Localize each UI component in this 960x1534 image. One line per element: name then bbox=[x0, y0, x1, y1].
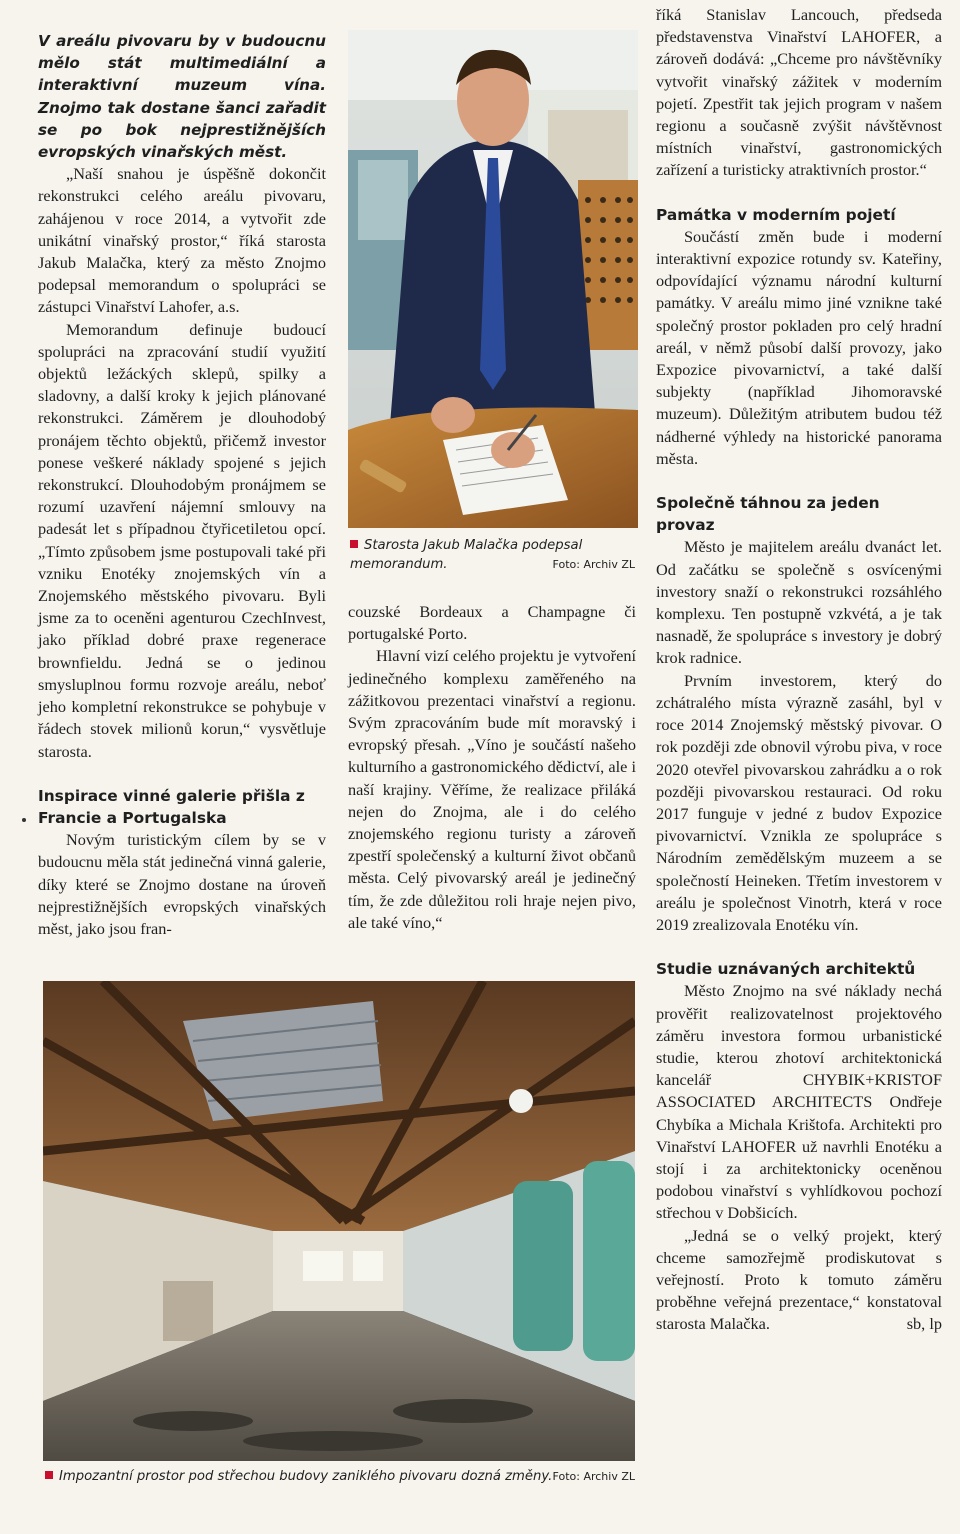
paragraph: Město Znojmo na své náklady nechá prověřit realizovatelnost projektového záměru investora formou urbanistické studie, kterou zhotoví architektonická kancelář CHYBIK+KRISTOF ASSOCIATED ARCHITECTS Ondřeje Chybíka a Michala Krištofa. Architekti pro Vinařství LAHOFER už navrhli Enotéku a stojí i za architektonicky oceněnou podobou vinařství s vyhlídkovou pochozí střechou v Dobšicích. bbox=[656, 981, 942, 1223]
paragraph: říká Stanislav Lancouch, předseda představenstva Vinařství LAHOFER, a zároveň dodává: „Chceme pro návštěvníky vytvořit vinařský zážitek v moderním pojetí. Zpestřit tak jejich program v našem regionu a současně zvýšit návštěvnost místních vinařství, gastronomických zařízení a turisticky atraktivních prostor.“ bbox=[656, 5, 942, 180]
photo-hall-caption-text: Impozantní prostor pod střechou budovy zaniklého pivovaru dozná změny. bbox=[59, 1469, 553, 1484]
photo-hall-caption bbox=[45, 1467, 635, 1486]
paragraph: Memorandum definuje budoucí spolupráci na zpracování studií využití objektů ležáckých sklepů, spilky a sladovny, a další kroky k jejich plánované rekonstrukci. Záměrem je dlouhodobý pronájem těchto objektů, přičemž investor ponese veškeré náklady spojené s jejich rekonstrukcí. Dlouhodobým pronájmem se rozumí uzavření nájemní smlouvy na padesát let s případnou čtyřicetiletou opcí. „Tímto způsobem jsme postupovali také při vzniku Enotéky znojemských vín a Znojemského městského pivovaru. Byli jsme za to oceněni agenturou CzechInvest, jako příklad dobré praxe regenerace brownfieldu. Jedná se o jedinou smysluplnou formu rozvoje areálu, neboť jeho kompletní rekonstrukce se pohybuje v řádech stovek milionů korun,“ vysvětluje starosta. bbox=[38, 319, 326, 761]
photo-mayor-credit: Foto: Archiv ZL bbox=[552, 558, 635, 571]
paragraph: Novým turistickým cílem by se v budoucnu měla stát jedinečná vinná galerie, díky které se Znojmo dostane na úroveň nejprestižnějších evropských vinařských měst, jako jsou fran- bbox=[38, 830, 326, 938]
caption-marker bbox=[350, 540, 358, 548]
section-heading-architects: Studie uznávaných architektů bbox=[656, 960, 916, 979]
column-3 bbox=[656, 4, 942, 1336]
column-1 bbox=[38, 30, 326, 940]
photo-brewery-hall-image bbox=[43, 981, 635, 1461]
paragraph: Město je majitelem areálu dvanáct let. Od začátku se společně s osvícenými investory snaží o rekonstrukci rozsáhlého komplexu. Ten postupně vzkvétá, a je tak nasnadě, že spolupráce s investory je dobrý krok radnice. bbox=[656, 537, 942, 668]
photo-mayor-signing-image bbox=[348, 30, 638, 528]
section-heading-monument: Památka v moderním pojetí bbox=[656, 205, 896, 224]
section-heading-inspiration: Inspirace vinné galerie přišla z Francie a Portugalska bbox=[38, 786, 305, 827]
column-2 bbox=[348, 601, 636, 934]
closing-quote: „Jedná se o velký projekt, který chceme samozřejmě prodiskutovat s veřejností. Proto k tomuto záměru proběhne veřejná prezentace,“ konstatoval starosta Malačka. bbox=[656, 1225, 942, 1334]
paragraph: „Naší snahou je úspěšně dokončit rekonstrukci celého areálu pivovaru, zahájenou v roce 2014, a vytvořit zde unikátní vinařský prostor,“ říká starosta Jakub Malačka, který za město Znojmo podepsal memorandum o spolupráci se zástupci Vinařství Lahofer, a.s. bbox=[38, 164, 326, 317]
caption-marker bbox=[45, 1471, 53, 1479]
bullet-marker bbox=[22, 818, 26, 822]
article-lead: V areálu pivovaru by v budoucnu mělo stát multimediální a interaktivní muzeum vína. Znojmo tak dostane šanci zařadit se po bok nejprestižnějších evropských vinařských měst. bbox=[38, 32, 326, 162]
photo-hall-credit: Foto: Archiv ZL bbox=[552, 1470, 635, 1483]
photo-mayor-signing bbox=[348, 30, 638, 528]
paragraph: Prvním investorem, který do zchátralého místa výrazně zasáhl, byl v roce 2014 Znojemský městský pivovar. O rok později zde obnovil výrobu piva, v roce 2020 otevřel pivovarskou zahrádku a o rok později pivovarskou restauraci. Od roku 2017 funguje v jedné z budov Expozice pivovarnictví. Vznikla ze spolupráce s Národním zemědělským muzeem a se společností Heineken. Třetím investorem v areálu je společnost Vinotrh, která v roce 2019 zrealizovala Enotéku vín. bbox=[656, 670, 942, 934]
photo-brewery-hall bbox=[43, 981, 635, 1461]
photo-mayor-caption bbox=[350, 536, 635, 574]
paragraph: couzské Bordeaux a Champagne či portugalské Porto. bbox=[348, 602, 636, 644]
paragraph bbox=[656, 1225, 942, 1336]
author-signature: sb, lp bbox=[906, 1314, 942, 1334]
paragraph: Hlavní vizí celého projektu je vytvoření jedinečného komplexu zaměřeného na zážitkovou prezentaci vinařství a regionu. Svým zpracováním bude mít moravský i evropský přesah. „Víno je součástí našeho kulturního a gastronomického dědictví, ale i naší krajiny. Věříme, že realizace přiláká nejen do Znojma, ale i do celého znojemského regionu turisty a zároveň zpestří společenský a kulturní život občanů města. Celý pivovarský areál je jedinečný tím, že zde důležitou roli hraje nejen pivo, ale také víno,“ bbox=[348, 646, 636, 932]
section-heading-together: Společně táhnou za jeden provaz bbox=[656, 494, 880, 535]
paragraph: Součástí změn bude i moderní interaktivní expozice rotundy sv. Kateřiny, odpovídající významu národní kulturní památky. V areálu mimo jiné vznikne také společný prostor pokladen pro celý hradní areál, v němž působí další provozy, jako Expozice pivovarnictví, a také další subjekty (například Jihomoravské muzeum). Důležitým atributem budou též nádherné výhledy na historické panorama města. bbox=[656, 226, 942, 468]
photo-mayor-caption-text: Starosta Jakub Malačka podepsal memorandum. bbox=[350, 538, 583, 572]
